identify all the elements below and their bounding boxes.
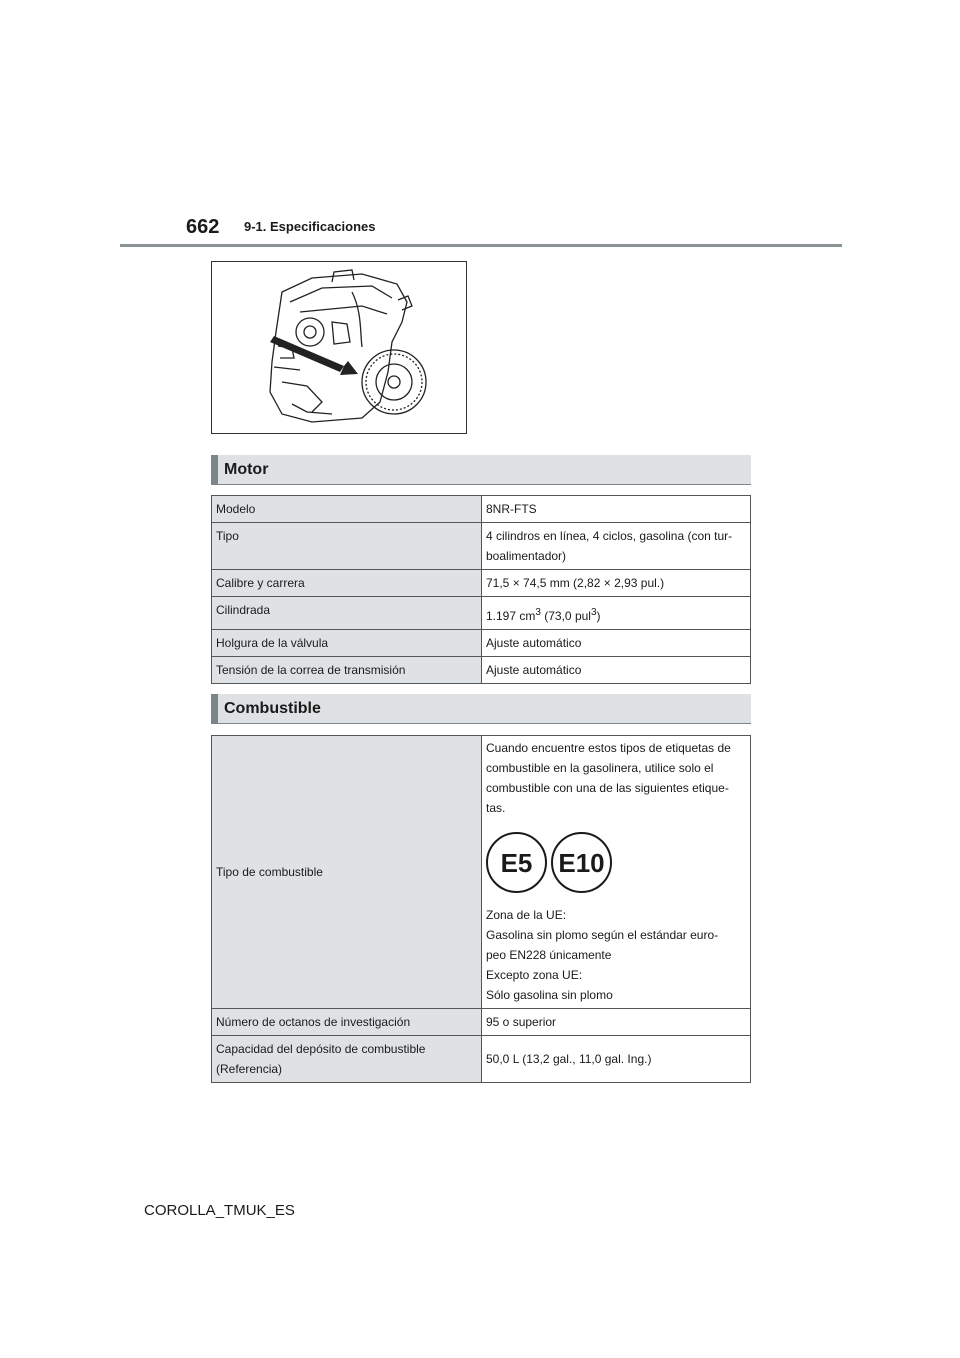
engine-figure	[211, 261, 467, 434]
page-number: 662	[186, 216, 220, 238]
table-row	[212, 597, 751, 630]
row-label: Tipo de combustible	[212, 736, 482, 1009]
table-row	[212, 496, 751, 523]
combustible-heading	[211, 694, 751, 724]
combustible-heading-text: Combustible	[224, 700, 321, 717]
row-value	[482, 597, 751, 630]
row-label: Tipo	[212, 523, 482, 570]
text-line: peo EN228 únicamente	[486, 948, 612, 962]
row-label	[212, 1036, 482, 1083]
section-title: 9-1. Especificaciones	[244, 219, 376, 234]
text-line: Sólo gasolina sin plomo	[486, 988, 613, 1002]
value-part: 1.197 cm	[486, 609, 536, 623]
row-value: Ajuste automático	[482, 630, 751, 657]
row-value: 50,0 L (13,2 gal., 11,0 gal. Ing.)	[482, 1036, 751, 1083]
table-row	[212, 736, 751, 1009]
table-row	[212, 630, 751, 657]
superscript: 3	[590, 607, 597, 618]
text-line: Excepto zona UE:	[486, 968, 583, 982]
motor-table	[211, 495, 751, 684]
table-row	[212, 657, 751, 684]
fuel-label-badges	[486, 832, 746, 893]
table-row	[212, 1009, 751, 1036]
e10-badge: E10	[551, 832, 612, 893]
text-line: combustible en la gasolinera, utilice solo el	[486, 761, 714, 775]
table-row	[212, 1036, 751, 1083]
label-line: Capacidad del depósito de combustible	[216, 1042, 426, 1056]
text-line: Zona de la UE:	[486, 908, 567, 922]
document-code: COROLLA_TMUK_ES	[144, 1202, 295, 1219]
text-line: combustible con una de las siguientes etique-	[486, 781, 729, 795]
superscript: 3	[535, 607, 541, 618]
table-row	[212, 570, 751, 597]
text-line: Cuando encuentre estos tipos de etiquetas de	[486, 741, 731, 755]
table-row	[212, 523, 751, 570]
row-label: Cilindrada	[212, 597, 482, 630]
row-value: 71,5 × 74,5 mm (2,82 × 2,93 pul.)	[482, 570, 751, 597]
motor-heading	[211, 455, 751, 485]
row-label: Número de octanos de investigación	[212, 1009, 482, 1036]
value-part: )	[596, 609, 601, 623]
combustible-table	[211, 735, 751, 1083]
text-line: Gasolina sin plomo según el estándar euro-	[486, 928, 719, 942]
row-label: Calibre y carrera	[212, 570, 482, 597]
value-part: (73,0 pul	[540, 609, 591, 623]
header-rule	[120, 244, 842, 247]
row-value	[482, 523, 751, 570]
engine-illustration-icon	[212, 262, 466, 433]
row-value: 8NR-FTS	[482, 496, 751, 523]
row-value: 95 o superior	[482, 1009, 751, 1036]
row-value	[482, 736, 751, 1009]
row-value-line: 4 cilindros en línea, 4 ciclos, gasolina (con tur-	[486, 529, 733, 543]
label-line: (Referencia)	[216, 1062, 283, 1076]
motor-heading-text: Motor	[224, 461, 269, 478]
text-line: tas.	[486, 801, 506, 815]
row-label: Tensión de la correa de transmisión	[212, 657, 482, 684]
row-label: Holgura de la válvula	[212, 630, 482, 657]
row-value: Ajuste automático	[482, 657, 751, 684]
row-value-line: boalimentador)	[486, 549, 567, 563]
e5-badge: E5	[486, 832, 547, 893]
row-label: Modelo	[212, 496, 482, 523]
